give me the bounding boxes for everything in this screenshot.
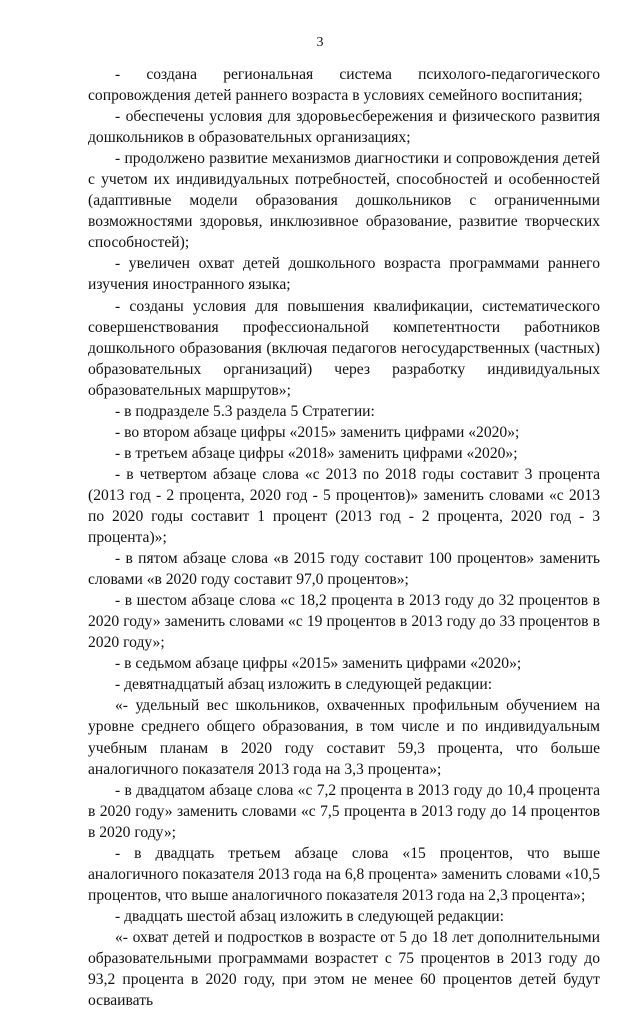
paragraph: - в шестом абзаце слова «с 18,2 процента в 2013 году до 32 процентов в 2020 году» заменить словами «с 19 процентов в 2013 году до 33 процентов в 2020 году»; bbox=[88, 592, 600, 652]
paragraph: - продолжено развитие механизмов диагностики и сопровождения детей с учетом их индивидуальных потребностей, способностей и особенностей (адаптивные модели образования дошкольников с ограниченными возможностями здоровья, инклюзивное образование, развитие творческих способностей); bbox=[88, 150, 600, 252]
paragraph: «- удельный вес школьников, охваченных профильным обучением на уровне среднего общего образования, в том числе и по индивидуальным учебным планам в 2020 году составит 59,3 процента, что больше аналогичного показателя 2013 года на 3,3 процента»; bbox=[88, 697, 600, 778]
paragraph: - увеличен охват детей дошкольного возраста программами раннего изучения иностранного языка; bbox=[88, 255, 600, 294]
paragraph: - в третьем абзаце цифры «2018» заменить цифрами «2020»; bbox=[115, 444, 518, 462]
paragraph: - созданы условия для повышения квалификации, систематического совершенствования профессиональной компетентности работников дошкольного образования (включая педагогов негосударственных (частных) образовательных организаций) через разработку индивидуальных образовательных маршрутов»; bbox=[88, 297, 600, 399]
paragraph: - создана региональная система психолого-педагогического сопровождения детей раннего возраста в условиях семейного воспитания; bbox=[88, 66, 600, 105]
paragraph: - двадцать шестой абзац изложить в следующей редакции: bbox=[115, 907, 504, 925]
paragraph: - в четвертом абзаце слова «с 2013 по 2018 годы составит 3 процента (2013 год - 2 процента, 2020 год - 5 процентов)» заменить словами «с 2013 по 2020 годы составит 1 процент (2013 год - 2 процента, 2020 год - 3 процента)»; bbox=[88, 465, 600, 547]
paragraph: «- охват детей и подростков в возрасте от 5 до 18 лет дополнительными образовательными программами возрастет с 75 процентов в 2013 году до 93,2 процента в 2020 году, при этом не менее 60 процентов детей будут осваивать bbox=[88, 928, 600, 1010]
paragraph: - во втором абзаце цифры «2015» заменить цифрами «2020»; bbox=[115, 423, 520, 441]
paragraph: - в подразделе 5.3 раздела 5 Стратегии: bbox=[115, 402, 375, 420]
paragraph: - обеспечены условия для здоровьесбережения и физического развития дошкольников в образовательных организациях; bbox=[88, 108, 600, 147]
paragraph: - в двадцатом абзаце слова «с 7,2 процента в 2013 году до 10,4 процента в 2020 году» заменить словами «с 7,5 процента в 2013 году до 14 процентов в 2020 году»; bbox=[88, 781, 600, 841]
paragraph: - в двадцать третьем абзаце слова «15 процентов, что выше аналогичного показателя 2013 года на 6,8 процента» заменить словами «10,5 процентов, что выше аналогичного показателя 2013 года на 2,3 процента»; bbox=[88, 844, 600, 904]
document-body bbox=[88, 64, 600, 1011]
page-number: 3 bbox=[316, 35, 324, 50]
paragraph: - в пятом абзаце слова «в 2015 году составит 100 процентов» заменить словами «в 2020 году составит 97,0 процентов»; bbox=[88, 550, 600, 589]
paragraph: - в седьмом абзаце цифры «2015» заменить цифрами «2020»; bbox=[115, 655, 522, 673]
paragraph: - девятнадцатый абзац изложить в следующей редакции: bbox=[115, 676, 493, 694]
